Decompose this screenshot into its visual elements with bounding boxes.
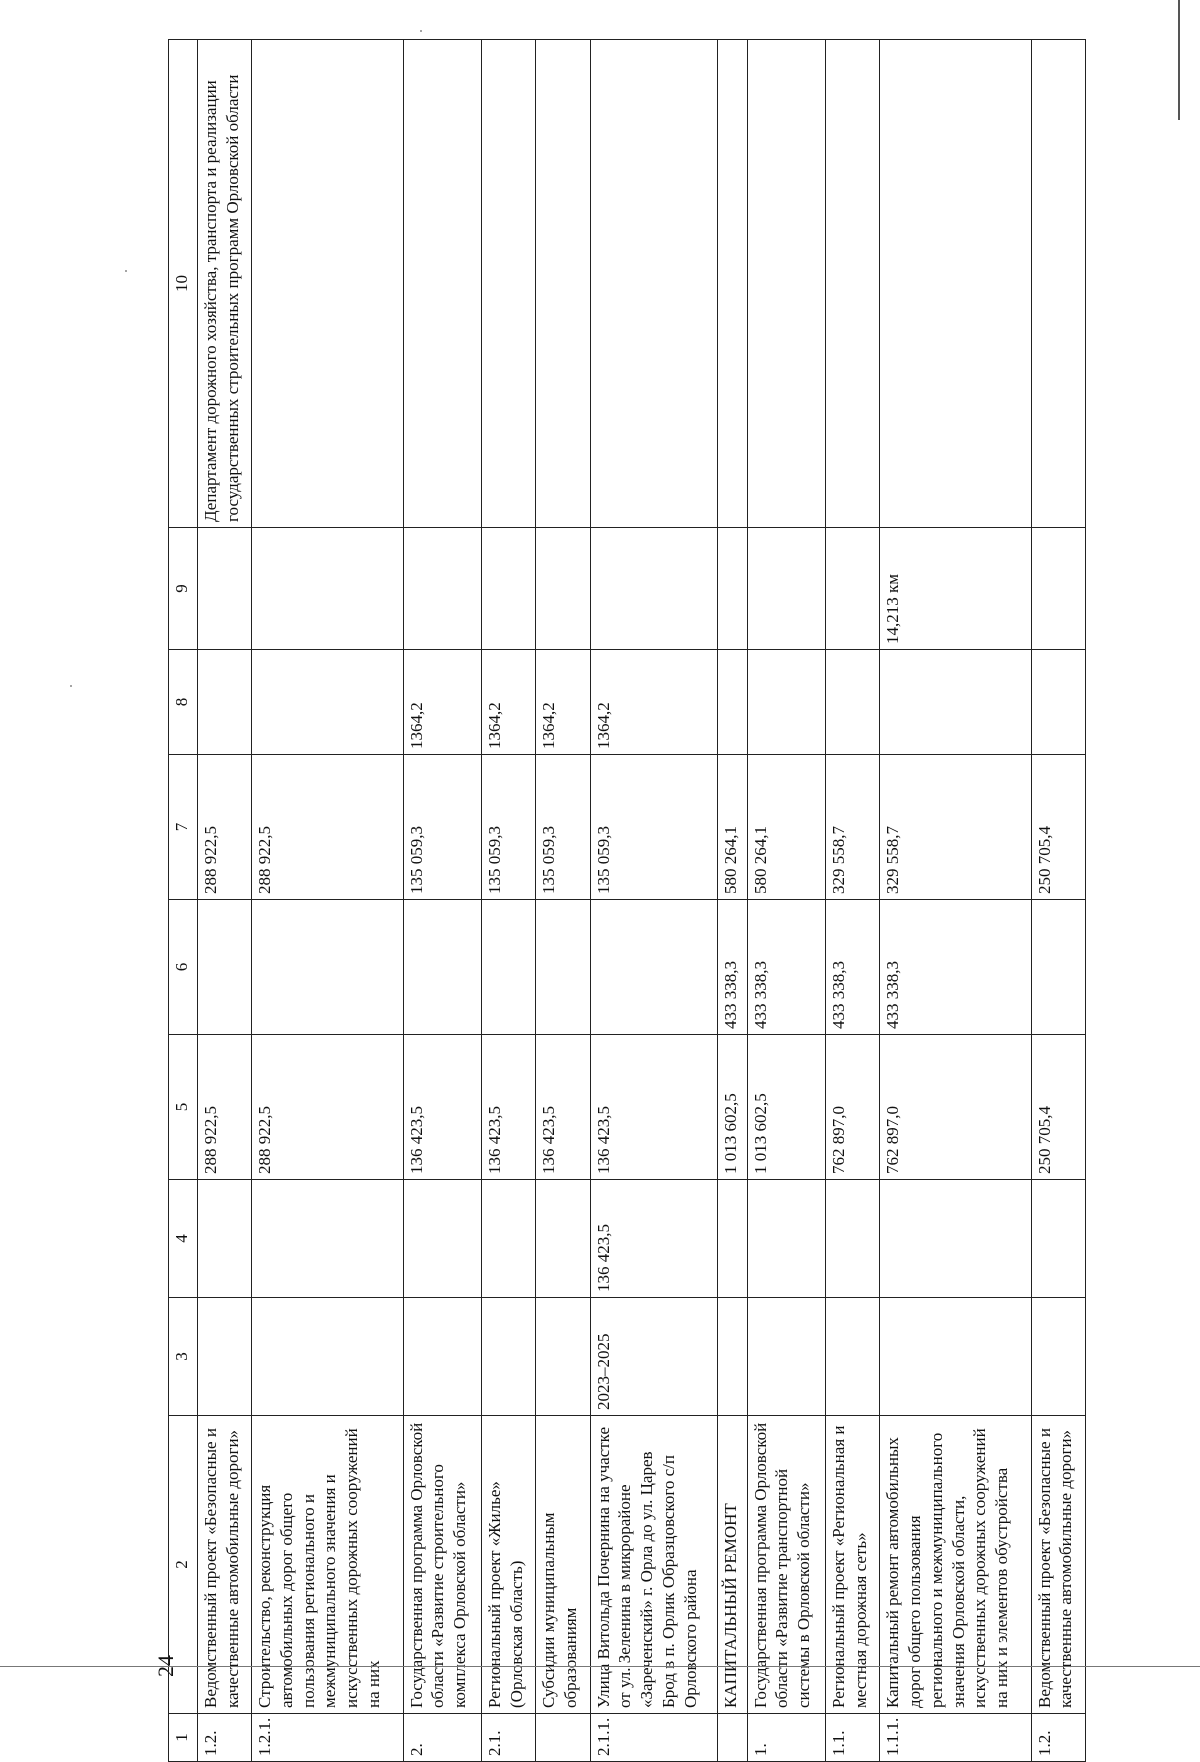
table-cell-col4	[403, 1180, 482, 1298]
table-cell-col3	[198, 1298, 252, 1416]
table-cell-col3	[717, 1298, 747, 1416]
scan-speck	[420, 30, 422, 32]
table-cell-col4	[252, 1180, 403, 1298]
table-cell-col8	[747, 650, 826, 755]
table-cell-col10	[403, 40, 482, 528]
table-cell-col5: 1 013 602,5	[717, 1035, 747, 1180]
table-cell-col2: Региональный проект «Жилье» (Орловская область)	[482, 1416, 536, 1714]
table-row	[536, 40, 590, 1762]
table-cell-col7: 250 705,4	[1031, 755, 1085, 900]
table-cell-col7: 329 558,7	[826, 755, 880, 900]
table-cell-col9	[747, 528, 826, 650]
table-cell-col5: 1 013 602,5	[747, 1035, 826, 1180]
table-cell-col6	[590, 900, 717, 1035]
table-cell-col5: 136 423,5	[482, 1035, 536, 1180]
scan-speck	[70, 685, 72, 687]
table-cell-col7: 135 059,3	[590, 755, 717, 900]
table-cell-col9	[252, 528, 403, 650]
table-cell-col6	[198, 900, 252, 1035]
table-cell-col5: 136 423,5	[536, 1035, 590, 1180]
table-row	[403, 40, 482, 1762]
column-header-5: 5	[169, 1035, 198, 1180]
table-cell-col1: 1.2.1.	[252, 1714, 403, 1762]
table-cell-col6	[536, 900, 590, 1035]
table-cell-col5: 288 922,5	[198, 1035, 252, 1180]
table-cell-col6	[252, 900, 403, 1035]
table-cell-col4	[880, 1180, 1031, 1298]
table-cell-col4: 136 423,5	[590, 1180, 717, 1298]
table-cell-col9: 14,213 км	[880, 528, 1031, 650]
table-cell-col1: 1.1.1.	[880, 1714, 1031, 1762]
table-cell-col4	[482, 1180, 536, 1298]
table-cell-col6: 433 338,3	[826, 900, 880, 1035]
table-cell-col10	[747, 40, 826, 528]
column-header-2: 2	[169, 1416, 198, 1714]
table-cell-col10	[1031, 40, 1085, 528]
table-cell-col8	[880, 650, 1031, 755]
table-row	[252, 40, 403, 1762]
table-cell-col9	[482, 528, 536, 650]
table-cell-col8	[1031, 650, 1085, 755]
table-cell-col4	[536, 1180, 590, 1298]
table-row	[1031, 40, 1085, 1762]
table-row	[826, 40, 880, 1762]
table-cell-col6: 433 338,3	[717, 900, 747, 1035]
table-cell-col2: Субсидии муниципальным образованиям	[536, 1416, 590, 1714]
table-body	[198, 40, 1086, 1762]
table-row	[717, 40, 747, 1762]
table-cell-col7: 135 059,3	[536, 755, 590, 900]
table-cell-col1: 2.1.	[482, 1714, 536, 1762]
table-cell-col10	[717, 40, 747, 528]
table-cell-col10	[880, 40, 1031, 528]
scan-speck	[125, 270, 127, 272]
table-cell-col10	[826, 40, 880, 528]
table-row	[482, 40, 536, 1762]
table-cell-col9	[198, 528, 252, 650]
table-cell-col9	[403, 528, 482, 650]
table-cell-col10	[536, 40, 590, 528]
table-cell-col2: Региональный проект «Региональная и местная дорожная сеть»	[826, 1416, 880, 1714]
table-cell-col9	[826, 528, 880, 650]
table-cell-col3	[482, 1298, 536, 1416]
table-cell-col8: 1364,2	[482, 650, 536, 755]
table-cell-col5: 762 897,0	[880, 1035, 1031, 1180]
table-cell-col8	[252, 650, 403, 755]
table-cell-col3	[826, 1298, 880, 1416]
table-cell-col6	[1031, 900, 1085, 1035]
table-cell-col6	[403, 900, 482, 1035]
table-cell-col6: 433 338,3	[880, 900, 1031, 1035]
table-cell-col7: 135 059,3	[403, 755, 482, 900]
table-cell-col10	[590, 40, 717, 528]
table-row	[880, 40, 1031, 1762]
column-header-1: 1	[169, 1714, 198, 1762]
column-header-9: 9	[169, 528, 198, 650]
table-cell-col2: Капитальный ремонт автомобильных дорог общего пользования регионального и межмуниципального значения Орловской области, искусственных дорожных сооружений на них и элементов обустройства	[880, 1416, 1031, 1714]
table-cell-col1: 1.2.	[198, 1714, 252, 1762]
column-header-3: 3	[169, 1298, 198, 1416]
column-header-10: 10	[169, 40, 198, 528]
table-header-row	[169, 40, 198, 1762]
table-cell-col5: 136 423,5	[403, 1035, 482, 1180]
table-cell-col3	[1031, 1298, 1085, 1416]
table-cell-col4	[1031, 1180, 1085, 1298]
table-cell-col4	[826, 1180, 880, 1298]
table-cell-col7: 580 264,1	[747, 755, 826, 900]
table-cell-col3	[252, 1298, 403, 1416]
table-cell-col7: 288 922,5	[252, 755, 403, 900]
table-cell-col9	[1031, 528, 1085, 650]
table-cell-col2: КАПИТАЛЬНЫЙ РЕМОНТ	[717, 1416, 747, 1714]
scan-edge-line	[0, 1666, 1200, 1667]
table-cell-col9	[717, 528, 747, 650]
table-cell-col10	[482, 40, 536, 528]
budget-table	[168, 39, 1086, 1762]
table-cell-col5: 136 423,5	[590, 1035, 717, 1180]
table-cell-col5: 288 922,5	[252, 1035, 403, 1180]
column-header-7: 7	[169, 755, 198, 900]
table-cell-col1	[717, 1714, 747, 1762]
table-row	[590, 40, 717, 1762]
table-cell-col1: 1.	[747, 1714, 826, 1762]
table-cell-col1: 2.	[403, 1714, 482, 1762]
table-cell-col2: Строительство, реконструкция автомобильных дорог общего пользования регионального и межмуниципального значения и искусственных дорожных сооружений на них	[252, 1416, 403, 1714]
table-cell-col2: Государственная программа Орловской области «Развитие строительного комплекса Орловской области»	[403, 1416, 482, 1714]
scan-edge-mark	[1178, 0, 1180, 120]
table-cell-col4	[198, 1180, 252, 1298]
table-row	[747, 40, 826, 1762]
column-header-8: 8	[169, 650, 198, 755]
table-cell-col7: 135 059,3	[482, 755, 536, 900]
table-cell-col5: 762 897,0	[826, 1035, 880, 1180]
column-header-4: 4	[169, 1180, 198, 1298]
table-cell-col3	[747, 1298, 826, 1416]
table-cell-col5: 250 705,4	[1031, 1035, 1085, 1180]
table-cell-col2: Ведомственный проект «Безопасные и качественные автомобильные дороги»	[1031, 1416, 1085, 1714]
table-wrap	[168, 40, 1086, 1762]
table-cell-col3	[880, 1298, 1031, 1416]
table-cell-col1: 1.1.	[826, 1714, 880, 1762]
table-cell-col8	[198, 650, 252, 755]
table-cell-col8: 1364,2	[536, 650, 590, 755]
table-cell-col8: 1364,2	[590, 650, 717, 755]
table-cell-col7: 329 558,7	[880, 755, 1031, 900]
table-cell-col6	[482, 900, 536, 1035]
table-cell-col2: Улица Витольда Почернина на участке от ул. Зеленина в микрорайоне «Зареченский» г. Орла до ул. Царев Брод в п. Орлик Образцовского с/п Орловского района	[590, 1416, 717, 1714]
table-cell-col8	[717, 650, 747, 755]
table-cell-col2: Ведомственный проект «Безопасные и качественные автомобильные дороги»	[198, 1416, 252, 1714]
table-cell-col7: 288 922,5	[198, 755, 252, 900]
page-number-wrap	[80, 835, 178, 1677]
table-cell-col10: Департамент дорожного хозяйства, транспорта и реализации государственных строительных программ Орловской области	[198, 40, 252, 528]
table-cell-col3: 2023–2025	[590, 1298, 717, 1416]
table-cell-col3	[536, 1298, 590, 1416]
table-cell-col2: Государственная программа Орловской области «Развитие транспортной системы в Орловской области»	[747, 1416, 826, 1714]
table-cell-col1: 1.2.	[1031, 1714, 1085, 1762]
table-cell-col4	[717, 1180, 747, 1298]
table-cell-col1: 2.1.1.	[590, 1714, 717, 1762]
table-cell-col6: 433 338,3	[747, 900, 826, 1035]
table-cell-col10	[252, 40, 403, 528]
table-cell-col7: 580 264,1	[717, 755, 747, 900]
table-cell-col9	[536, 528, 590, 650]
column-header-6: 6	[169, 900, 198, 1035]
table-cell-col4	[747, 1180, 826, 1298]
table-cell-col8: 1364,2	[403, 650, 482, 755]
page-number: 24	[153, 1655, 178, 1677]
table-cell-col3	[403, 1298, 482, 1416]
table-cell-col8	[826, 650, 880, 755]
table-row	[198, 40, 252, 1762]
table-cell-col1	[536, 1714, 590, 1762]
table-cell-col9	[590, 528, 717, 650]
